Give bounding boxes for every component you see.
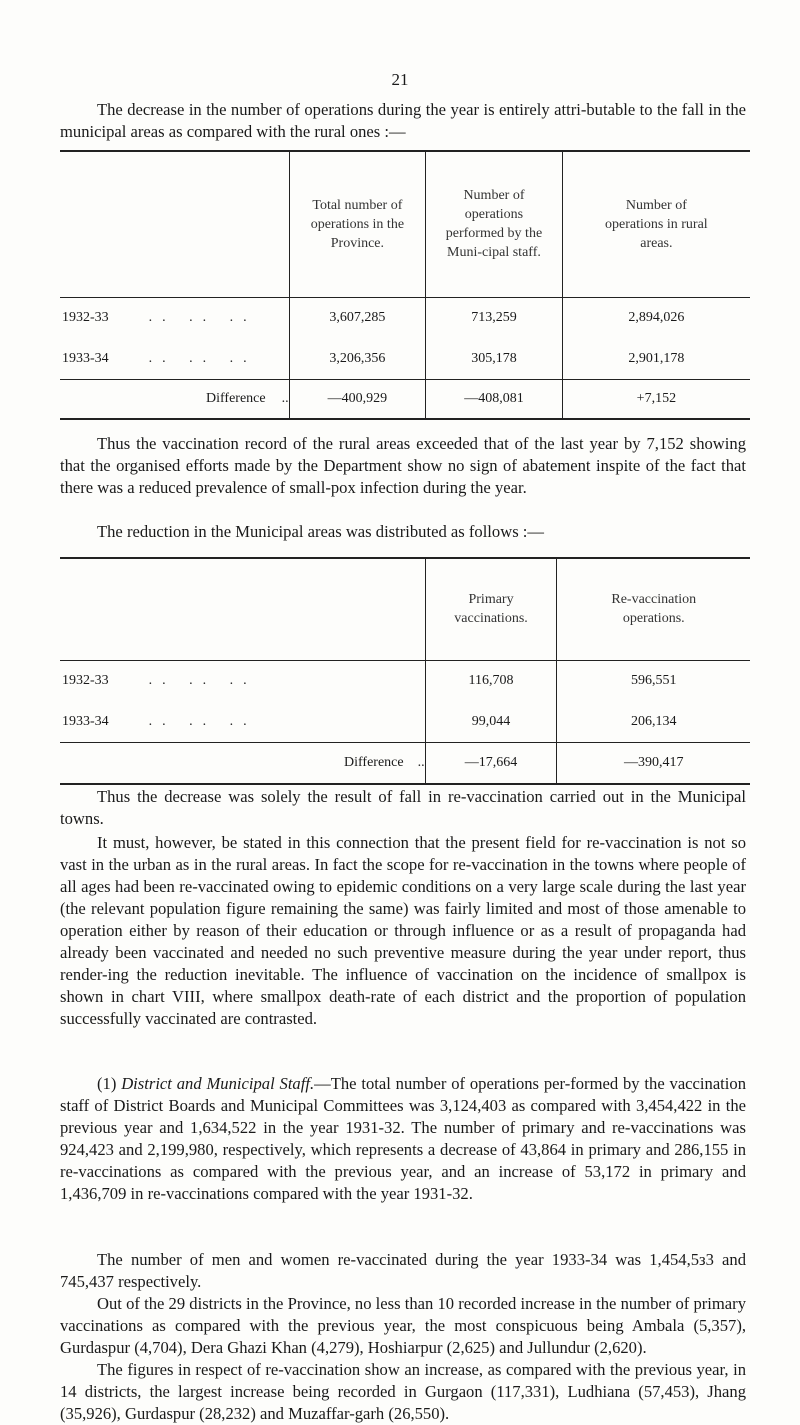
table-row bbox=[60, 339, 750, 379]
row-label: Difference bbox=[344, 754, 404, 770]
cell-value: 206,134 bbox=[557, 702, 750, 742]
cell-value: 99,044 bbox=[425, 702, 557, 742]
paragraph-reduction: The reduction in the Municipal areas was distributed as follows :— bbox=[97, 522, 545, 541]
municipal-reduction-table bbox=[60, 557, 750, 785]
paragraph-decrease: Thus the decrease was solely the result of fall in re-vaccination carried out in the Municipal towns. bbox=[60, 787, 746, 828]
leader-dots: .. .. .. bbox=[148, 310, 257, 326]
paragraph-primary-districts: Out of the 29 districts in the Province, no less than 10 recorded increase in the number of primary vaccinations as compared with the previous year, the most conspicuous being Ambala (5,357), Gurdaspur (4,704), Dera Ghazi Khan (4,279), Hoshiarpur (2,625) and Jullundur (2,620). bbox=[60, 1294, 746, 1357]
header-municipal-operations: Number of operations performed by the Muni-cipal staff. bbox=[426, 151, 563, 297]
cell-value: 3,206,356 bbox=[289, 339, 426, 379]
row-label: 1933-34 bbox=[62, 350, 109, 366]
paragraph-it-must: It must, however, be stated in this connection that the present field for re-vaccination is not so vast in the urban as in the rural areas. In fact the scope for re-vaccination in the towns where people of all ages had been re-vaccinated owing to epidemic conditions on a very large scale during the last year (the relevant population figure remaining the same) was fairly limited and most of those amenable to operation either by reason of their education or through influence or as a result of propaganda had already been vaccinated and needed no such preventive measure during the year under report, thus render-ing the reduction inevitable. The influence of vaccination on the incidence of smallpox is shown in chart VIII, where smallpox death-rate of each district and the proportion of population successfully vaccinated are contrasted. bbox=[60, 833, 746, 1028]
leader-dots: .. .. .. bbox=[148, 673, 257, 689]
intro-paragraph: The decrease in the number of operations during the year is entirely attri-butable to the fall in the municipal areas as compared with the rural ones :— bbox=[60, 100, 746, 141]
cell-value: 305,178 bbox=[426, 339, 563, 379]
operations-table bbox=[60, 150, 750, 420]
table-row bbox=[60, 660, 750, 702]
cell-value: —408,081 bbox=[426, 379, 563, 419]
leader-dots: .. .. .. bbox=[148, 350, 257, 366]
header-rural-operations: Number of operations in rural areas. bbox=[562, 151, 750, 297]
cell-value: 116,708 bbox=[425, 660, 557, 702]
paragraph-district-staff: (1) District and Municipal Staff.—The total number of operations per-formed by the vaccination staff of District Boards and Municipal Committees was 3,124,403 as compared with 3,454,422 in the previous year and 1,634,522 in the year 1931-32. The number of primary and re-vaccinations was 924,423 and 2,199,980, respectively, which represents a decrease of 43,864 in primary and 286,155 in re-vaccinations as compared with the previous year, and an increase of 53,172 in primary and 1,436,709 in re-vaccinations compared with the year 1931-32. bbox=[60, 1074, 747, 1203]
row-label: 1932-33 bbox=[62, 673, 109, 689]
cell-value: —17,664 bbox=[425, 742, 557, 784]
leader-dots: .. bbox=[281, 390, 289, 406]
header-revaccination-operations: Re-vaccination operations. bbox=[557, 558, 750, 660]
row-label: 1932-33 bbox=[62, 310, 109, 326]
table-row bbox=[60, 702, 750, 742]
cell-value: 2,901,178 bbox=[562, 339, 750, 379]
paragraph-revaccination-districts: The figures in respect of re-vaccination show an increase, as compared with the previous year, in 14 districts, the largest increase being recorded in Gurgaon (117,331), Ludhiana (57,453), Jhang (35,926), Gurdaspur (28,232) and Muzaffar-garh (26,550). bbox=[60, 1360, 746, 1423]
cell-value: —390,417 bbox=[557, 742, 750, 784]
cell-value: 713,259 bbox=[426, 297, 563, 339]
row-label: Difference bbox=[206, 390, 266, 406]
page-number: 21 bbox=[391, 70, 409, 89]
table-row bbox=[60, 297, 750, 339]
table-row bbox=[60, 379, 750, 419]
leader-dots: .. .. .. bbox=[148, 713, 257, 729]
header-primary-vaccinations: Primary vaccinations. bbox=[425, 558, 557, 660]
section-heading: District and Municipal Staff. bbox=[121, 1074, 315, 1093]
row-label: 1933-34 bbox=[62, 713, 109, 729]
header-total-operations: Total number of operations in the Province. bbox=[289, 151, 426, 297]
cell-value: 2,894,026 bbox=[562, 297, 750, 339]
paragraph-rural-record: Thus the vaccination record of the rural areas exceeded that of the last year by 7,152 showing that the organised efforts made by the Department show no sign of abatement inspite of the fact that there was a reduced prevalence of small-pox infection during the year. bbox=[60, 434, 746, 497]
cell-value: —400,929 bbox=[289, 379, 426, 419]
cell-value: +7,152 bbox=[562, 379, 750, 419]
table-row bbox=[60, 742, 750, 784]
paragraph-men-women: The number of men and women re-vaccinated during the year 1933-34 was 1,454,5з3 and 745,437 respectively. bbox=[60, 1250, 746, 1291]
cell-value: 596,551 bbox=[557, 660, 750, 702]
cell-value: 3,607,285 bbox=[289, 297, 426, 339]
leader-dots: .. bbox=[417, 754, 425, 770]
